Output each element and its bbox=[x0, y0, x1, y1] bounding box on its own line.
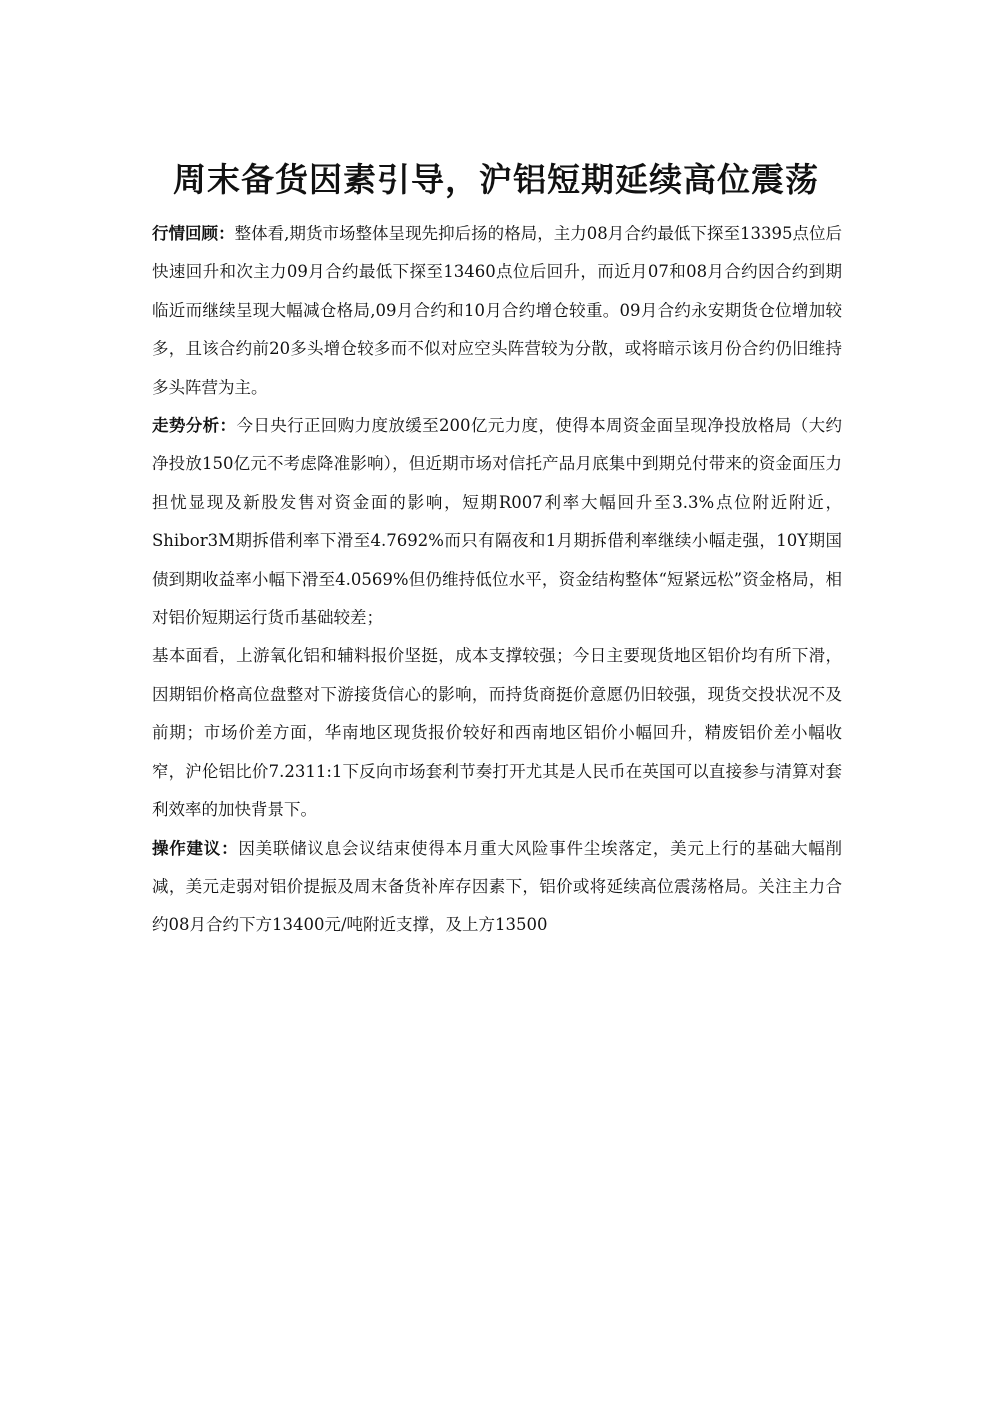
paragraph-operation-advice bbox=[152, 830, 842, 945]
document-body bbox=[152, 215, 842, 945]
paragraph-trend-analysis bbox=[152, 407, 842, 637]
paragraph-text: 基本面看，上游氧化铝和辅料报价坚挺，成本支撑较强；今日主要现货地区铝价均有所下滑，因期铝价格高位盘整对下游接货信心的影响，而持货商挺价意愿仍旧较强，现货交投状况不及前期；市场价差方面，华南地区现货报价较好和西南地区铝价小幅回升，精废铝价差小幅收窄，沪伦铝比价7.2311:1下反向市场套利节奏打开尤其是人民币在英国可以直接参与清算对套利效率的加快背景下。 bbox=[152, 646, 842, 820]
paragraph-label: 操作建议： bbox=[152, 838, 239, 858]
paragraph-label: 走势分析： bbox=[152, 416, 237, 436]
paragraph-text: 今日央行正回购力度放缓至200亿元力度，使得本周资金面呈现净投放格局（大约净投放150亿元不考虑降准影响），但近期市场对信托产品月底集中到期兑付带来的资金面压力担忧显现及新股发售对资金面的影响，短期R007利率大幅回升至3.3%点位附近附近，Shibor3M期拆借利率下滑至4.7692%而只有隔夜和1月期拆借利率继续小幅走强，10Y期国债到期收益率小幅下滑至4.0569%但仍维持低位水平，资金结构整体“短紧远松”资金格局，相对铝价短期运行货币基础较差； bbox=[152, 416, 843, 628]
paragraph-fundamentals bbox=[152, 637, 842, 829]
document-title: 周末备货因素引导，沪铝短期延续高位震荡 bbox=[173, 160, 819, 199]
paragraph-label: 行情回顾： bbox=[152, 224, 235, 243]
paragraph-text: 因美联储议息会议结束使得本月重大风险事件尘埃落定，美元上行的基础大幅削减，美元走弱对铝价提振及周末备货补库存因素下，铝价或将延续高位震荡格局。关注主力合约08月合约下方13400元/吨附近支撑，及上方13500 bbox=[152, 838, 843, 935]
paragraph-text: 整体看,期货市场整体呈现先抑后扬的格局，主力08月合约最低下探至13395点位后快速回升和次主力09月合约最低下探至13460点位后回升，而近月07和08月合约因合约到期临近而继续呈现大幅减仓格局,09月合约和10月合约增仓较重。09月合约永安期货仓位增加较多，且该合约前20多头增仓较多而不似对应空头阵营较为分散，或将暗示该月份合约仍旧维持多头阵营为主。 bbox=[152, 224, 843, 397]
paragraph-market-review bbox=[152, 215, 842, 407]
